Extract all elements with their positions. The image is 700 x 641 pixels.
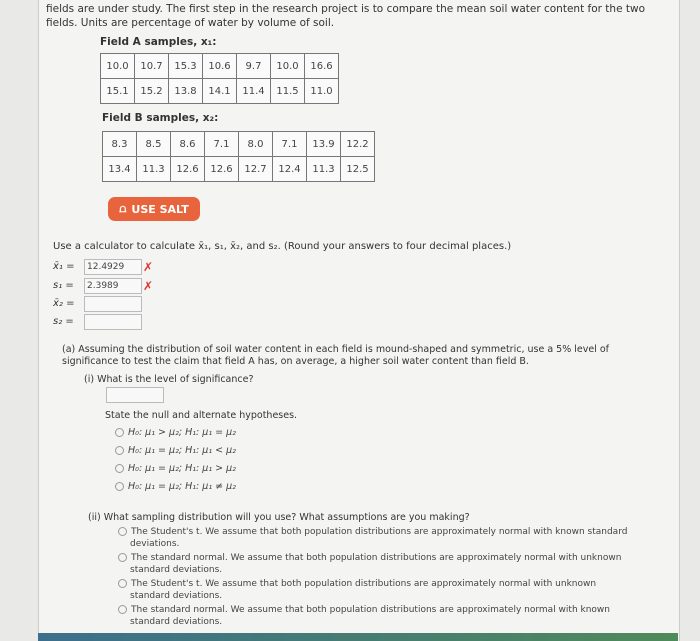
radio-button[interactable] bbox=[115, 464, 124, 473]
distribution-label: The Student's t. We assume that both population distributions are approximately normal with known standard deviations. bbox=[130, 527, 628, 549]
radio-button[interactable] bbox=[118, 579, 127, 588]
hypothesis-option[interactable] bbox=[115, 445, 236, 457]
intro-text: fields are under study. The first step in the research project is to compare the mean soil water content for the two fields. Units are percentage of water by volume of soil. bbox=[46, 3, 645, 29]
table-cell: 11.4 bbox=[237, 79, 271, 104]
table-cell: 10.7 bbox=[135, 54, 169, 79]
table-cell: 12.6 bbox=[205, 157, 239, 182]
hypothesis-label: H₀: μ₁ = μ₂; H₁: μ₁ < μ₂ bbox=[128, 445, 236, 456]
calc-prompt: Use a calculator to calculate x̄₁, s₁, x̄₂, and s₂. (Round your answers to four decimal places.) bbox=[53, 241, 512, 252]
question-i: (i) What is the level of significance? bbox=[84, 374, 254, 385]
table-cell: 12.6 bbox=[171, 157, 205, 182]
answer-input[interactable] bbox=[84, 314, 142, 330]
question-ii: (ii) What sampling distribution will you use? What assumptions are you making? bbox=[88, 512, 470, 523]
table-cell: 16.6 bbox=[305, 54, 339, 79]
distribution-option[interactable] bbox=[118, 552, 630, 576]
table-row bbox=[103, 132, 375, 157]
table-cell: 8.5 bbox=[137, 132, 171, 157]
distribution-option[interactable] bbox=[118, 578, 630, 602]
answer-label: x̄₁ = bbox=[53, 261, 75, 272]
table-cell: 13.8 bbox=[169, 79, 203, 104]
distribution-option[interactable] bbox=[118, 526, 630, 550]
table-row bbox=[101, 79, 339, 104]
incorrect-icon: ✗ bbox=[143, 260, 154, 274]
bottom-bar bbox=[38, 633, 678, 641]
table-cell: 15.3 bbox=[169, 54, 203, 79]
field-b-label: Field B samples, x₂: bbox=[102, 112, 219, 124]
radio-button[interactable] bbox=[115, 446, 124, 455]
table-cell: 12.7 bbox=[239, 157, 273, 182]
table-cell: 11.3 bbox=[307, 157, 341, 182]
answer-input[interactable]: 2.3989 bbox=[84, 278, 142, 294]
table-cell: 11.3 bbox=[137, 157, 171, 182]
table-cell: 7.1 bbox=[205, 132, 239, 157]
table-cell: 9.7 bbox=[237, 54, 271, 79]
answer-label: x̄₂ = bbox=[53, 298, 75, 309]
distribution-label: The standard normal. We assume that both population distributions are approximately normal with unknown standard deviations. bbox=[130, 553, 622, 575]
table-cell: 11.0 bbox=[305, 79, 339, 104]
hypotheses-prompt: State the null and alternate hypotheses. bbox=[105, 410, 298, 421]
table-cell: 12.2 bbox=[341, 132, 375, 157]
radio-button[interactable] bbox=[118, 527, 127, 536]
table-cell: 10.0 bbox=[101, 54, 135, 79]
hypothesis-option[interactable] bbox=[115, 463, 236, 475]
table-cell: 12.4 bbox=[273, 157, 307, 182]
salt-icon: ⩍ bbox=[119, 202, 127, 215]
significance-input[interactable] bbox=[106, 387, 164, 403]
radio-button[interactable] bbox=[118, 553, 127, 562]
answer-input[interactable]: 12.4929 bbox=[84, 259, 142, 275]
table-cell: 15.2 bbox=[135, 79, 169, 104]
answer-label: s₁ = bbox=[53, 280, 74, 291]
hypothesis-option[interactable] bbox=[115, 481, 236, 493]
table-row bbox=[101, 54, 339, 79]
table-row bbox=[103, 157, 375, 182]
table-cell: 10.6 bbox=[203, 54, 237, 79]
radio-button[interactable] bbox=[115, 482, 124, 491]
table-cell: 10.0 bbox=[271, 54, 305, 79]
answer-input[interactable] bbox=[84, 296, 142, 312]
table-cell: 12.5 bbox=[341, 157, 375, 182]
radio-button[interactable] bbox=[118, 605, 127, 614]
field-b-table bbox=[102, 131, 375, 182]
table-cell: 13.9 bbox=[307, 132, 341, 157]
distribution-label: The standard normal. We assume that both population distributions are approximately normal with known standard deviations. bbox=[130, 605, 610, 627]
hypothesis-option[interactable] bbox=[115, 427, 236, 439]
distribution-label: The Student's t. We assume that both population distributions are approximately normal with unknown standard deviations. bbox=[130, 579, 597, 601]
radio-button[interactable] bbox=[115, 428, 124, 437]
hypothesis-label: H₀: μ₁ = μ₂; H₁: μ₁ ≠ μ₂ bbox=[128, 481, 236, 492]
distribution-option[interactable] bbox=[118, 604, 630, 628]
hypothesis-label: H₀: μ₁ = μ₂; H₁: μ₁ > μ₂ bbox=[128, 463, 236, 474]
field-a-table bbox=[100, 53, 339, 104]
table-cell: 7.1 bbox=[273, 132, 307, 157]
field-a-label: Field A samples, x₁: bbox=[100, 36, 217, 48]
table-cell: 14.1 bbox=[203, 79, 237, 104]
use-salt-button[interactable] bbox=[108, 197, 200, 221]
salt-label: USE SALT bbox=[131, 202, 189, 216]
table-cell: 13.4 bbox=[103, 157, 137, 182]
table-cell: 11.5 bbox=[271, 79, 305, 104]
table-cell: 15.1 bbox=[101, 79, 135, 104]
table-cell: 8.6 bbox=[171, 132, 205, 157]
table-cell: 8.0 bbox=[239, 132, 273, 157]
answer-label: s₂ = bbox=[53, 316, 74, 327]
hypothesis-label: H₀: μ₁ > μ₂; H₁: μ₁ = μ₂ bbox=[128, 427, 236, 438]
part-a-text: (a) Assuming the distribution of soil water content in each field is mound-shaped and symmetric, use a 5% level of significance to test the claim that field A has, on average, a higher soil water content than field B. bbox=[62, 344, 610, 367]
incorrect-icon: ✗ bbox=[143, 279, 154, 293]
table-cell: 8.3 bbox=[103, 132, 137, 157]
